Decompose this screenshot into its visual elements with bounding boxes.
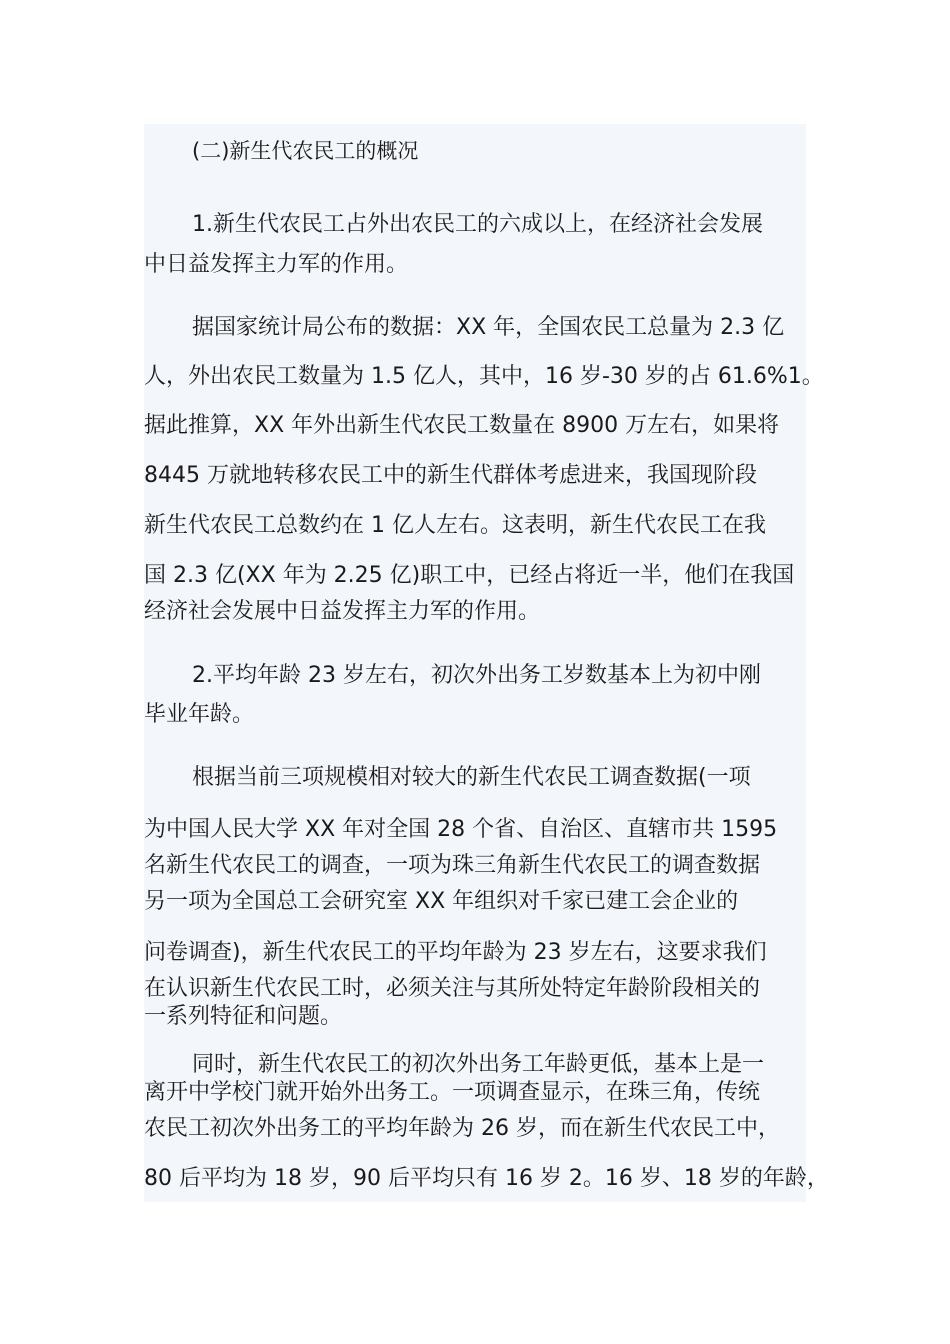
paragraph2-line-1: 根据当前三项规模相对较大的新生代农民工调查数据(一项 xyxy=(192,765,751,790)
paragraph1-line-5: 新生代农民工总数约在 1 亿人左右。这表明，新生代农民工在我 xyxy=(144,513,766,538)
section-title: (二)新生代农民工的概况 xyxy=(192,139,419,163)
paragraph2-line-5: 问卷调查)，新生代农民工的平均年龄为 23 岁左右，这要求我们 xyxy=(144,940,767,965)
paragraph1-line-1: 据国家统计局公布的数据：XX 年，全国农民工总量为 2.3 亿 xyxy=(192,315,785,340)
paragraph2-line-3: 名新生代农民工的调查，一项为珠三角新生代农民工的调查数据 xyxy=(144,853,761,878)
paragraph2-line-6: 在认识新生代农民工时，必须关注与其所处特定年龄阶段相关的 xyxy=(144,976,761,1001)
paragraph2-line-7: 一系列特征和问题。 xyxy=(144,1004,343,1029)
paragraph1-line-2: 人，外出农民工数量为 1.5 亿人，其中，16 岁-30 岁的占 61.6%1。 xyxy=(144,364,824,389)
paragraph3-line-2: 离开中学校门就开始外出务工。一项调查显示，在珠三角，传统 xyxy=(144,1080,761,1105)
paragraph2-line-4: 另一项为全国总工会研究室 XX 年组织对千家已建工会企业的 xyxy=(144,889,739,914)
point1-title-line-2: 中日益发挥主力军的作用。 xyxy=(144,252,409,277)
paragraph3-line-1: 同时，新生代农民工的初次外出务工年龄更低，基本上是一 xyxy=(192,1052,765,1077)
paragraph1-line-3: 据此推算，XX 年外出新生代农民工数量在 8900 万左右，如果将 xyxy=(144,413,780,438)
paragraph3-line-4: 80 后平均为 18 岁，90 后平均只有 16 岁 2。16 岁、18 岁的年龄， xyxy=(144,1166,829,1191)
point2-title-line-2: 毕业年龄。 xyxy=(144,702,255,727)
paragraph3-line-3: 农民工初次外出务工的平均年龄为 26 岁，而在新生代农民工中， xyxy=(144,1116,780,1141)
paragraph1-line-6: 国 2.3 亿(XX 年为 2.25 亿)职工中，已经占将近一半，他们在我国 xyxy=(144,563,795,588)
point1-title-line-1: 1.新生代农民工占外出农民工的六成以上，在经济社会发展 xyxy=(192,212,763,237)
paragraph1-line-7: 经济社会发展中日益发挥主力军的作用。 xyxy=(144,599,541,624)
point2-title-line-1: 2.平均年龄 23 岁左右，初次外出务工岁数基本上为初中刚 xyxy=(192,663,761,688)
paragraph2-line-2: 为中国人民大学 XX 年对全国 28 个省、自治区、直辖市共 1595 xyxy=(144,817,778,842)
paragraph1-line-4: 8445 万就地转移农民工中的新生代群体考虑进来，我国现阶段 xyxy=(144,463,757,488)
